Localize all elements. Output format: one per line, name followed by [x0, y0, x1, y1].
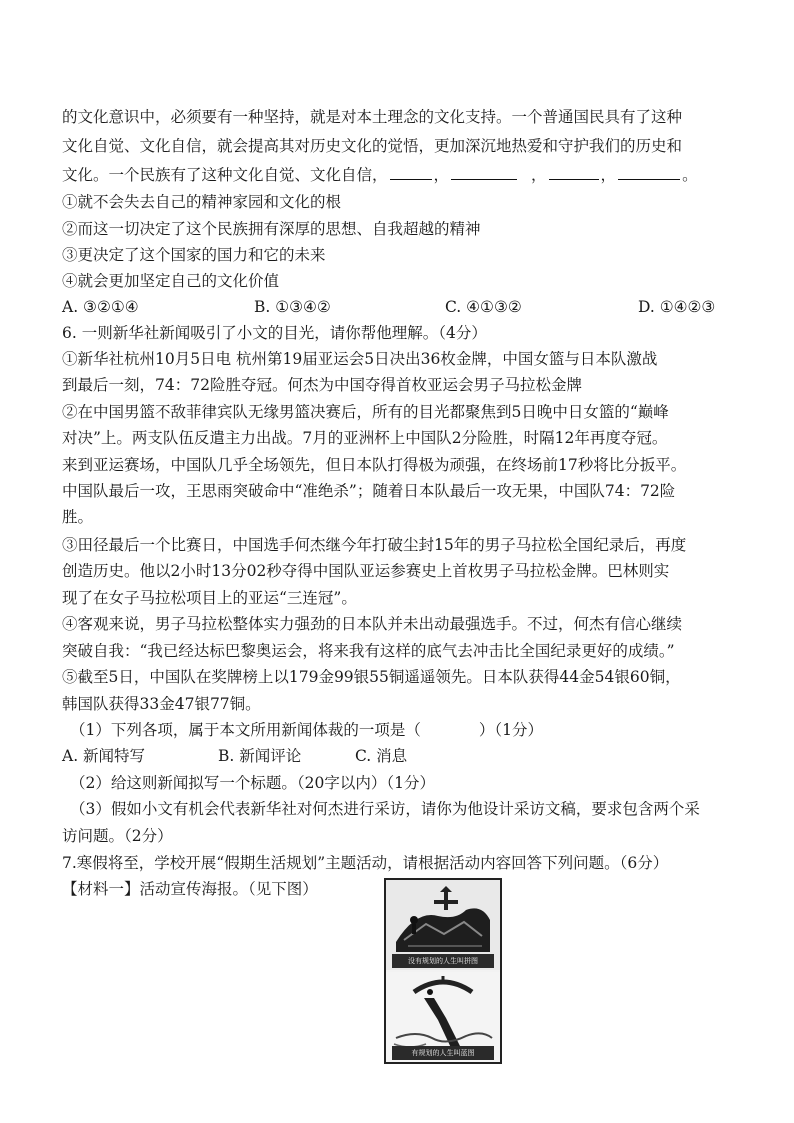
blank-separator: ，	[433, 166, 450, 184]
line-end-period: 。	[682, 166, 698, 184]
news-paragraph-4-line: 突破自我：“我已经达标巴黎奥运会，将来我有这样的底气去冲击比全国纪录更好的成绩。”	[62, 642, 675, 660]
news-paragraph-3-line: 现了在女子马拉松项目上的亚运“三连冠”。	[62, 589, 357, 607]
intro-line-3	[62, 164, 742, 186]
answer-blank-3[interactable]	[549, 165, 599, 180]
option-d[interactable]: D. ①④②③	[638, 298, 716, 316]
news-paragraph-3-line: 创造历史。他以2小时13分02秒夺得中国队亚运参赛史上首枚男子马拉松金牌。巴林则实	[62, 562, 670, 580]
option-news-report[interactable]: C. 消息	[355, 747, 408, 765]
news-paragraph-3-line: ③田径最后一个比赛日，中国选手何杰继今年打破尘封15年的男子马拉松全国纪录后，再度	[62, 536, 687, 554]
news-paragraph-2-line: ②在中国男篮不敌菲律宾队无缘男篮决赛后，所有的目光都聚焦到5日晚中日女篮的“巅峰	[62, 403, 669, 421]
news-paragraph-4-line: ④客观来说，男子马拉松整体实力强劲的日本队并未出动最强选手。不过，何杰有信心继续	[62, 615, 683, 633]
news-paragraph-2-line: 胜。	[62, 508, 94, 526]
blank-separator: ，	[600, 166, 617, 184]
material-1-label: 【材料一】活动宣传海报。（见下图）	[62, 880, 318, 898]
answer-blank-2[interactable]	[451, 165, 517, 180]
activity-poster	[384, 878, 502, 1064]
option-c[interactable]: C. ④①③②	[445, 298, 522, 316]
sub-question-2: （2）给这则新闻拟写一个标题。（20字以内）（1分）	[70, 774, 435, 792]
option-a[interactable]: A. ③②①④	[62, 298, 139, 316]
news-paragraph-2-line: 对决”上。两支队伍反遣主力出战。7月的亚洲杯上中国队2分险胜，时隔12年再度夺冠。	[62, 429, 668, 447]
sub-question-3-line: （3）假如小文有机会代表新华社对何杰进行采访，请你为他设计采访文稿，要求包含两个采	[70, 800, 700, 818]
answer-blank-4[interactable]	[618, 165, 680, 180]
poster-caption-bottom: 有规划的人生叫蓝图	[392, 1046, 494, 1060]
sub-question-3-line: 访问题。（2分）	[62, 827, 173, 845]
q6-title: 6. 一则新华社新闻吸引了小文的目光，请你帮他理解。（4分）	[62, 324, 487, 342]
news-paragraph-1-line: 到最后一刻，74：72险胜夺冠。何杰为中国夺得首枚亚运会男子马拉松金牌	[62, 376, 582, 394]
statement-4: ④就会更加坚定自己的文化价值	[62, 272, 280, 290]
news-paragraph-5-line: ⑤截至5日，中国队在奖牌榜上以179金99银55铜遥遥领先。日本队获得44金54银60铜，	[62, 668, 681, 686]
intro-line-2: 文化自觉、文化自信，就会提高其对历史文化的觉悟，更加深沉地热爱和守护我们的历史和	[62, 137, 683, 155]
intro-line-1: 的文化意识中，必须要有一种坚持，就是对本土理念的文化支持。一个普通国民具有了这种	[62, 108, 683, 126]
statement-1: ①就不会失去自己的精神家园和文化的根	[62, 193, 342, 211]
option-b[interactable]: B. ①③④②	[254, 298, 331, 316]
sub-question-1-score: ）（1分）	[478, 721, 543, 739]
statement-2: ②而这一切决定了这个民族拥有深厚的思想、自我超越的精神	[62, 220, 481, 238]
news-paragraph-5-line: 韩国队获得33金47银77铜。	[62, 695, 261, 713]
poster-caption-top: 没有规划的人生叫拼图	[392, 954, 494, 968]
blank-separator: ，	[531, 166, 547, 184]
option-feature-story[interactable]: A. 新闻特写	[62, 747, 146, 765]
statement-3: ③更决定了这个国家的国力和它的未来	[62, 246, 326, 264]
intro-line-3-text: 文化。一个民族有了这种文化自觉、文化自信，	[62, 166, 388, 184]
poster-illustration	[386, 880, 500, 1062]
news-paragraph-2-line: 中国队最后一攻，王思雨突破命中“准绝杀”；随着日本队最后一攻无果，中国队74：72险	[62, 482, 676, 500]
answer-blank-1[interactable]	[390, 165, 432, 180]
q7-title: 7.寒假将至，学校开展“假期生活规划”主题活动，请根据活动内容回答下列问题。（6分）	[62, 854, 669, 872]
option-news-commentary[interactable]: B. 新闻评论	[218, 747, 302, 765]
sub-question-1	[70, 719, 750, 741]
news-paragraph-1-line: ①新华社杭州10月5日电 杭州第19届亚运会5日决出36枚金牌，中国女篮与日本队激战	[62, 350, 658, 368]
news-paragraph-2-line: 来到亚运赛场，中国队几乎全场领先，但日本队打得极为顽强，在终场前17秒将比分扳平。	[62, 456, 687, 474]
sub-question-1-text: （1）下列各项，属于本文所用新闻体裁的一项是（	[70, 721, 421, 739]
